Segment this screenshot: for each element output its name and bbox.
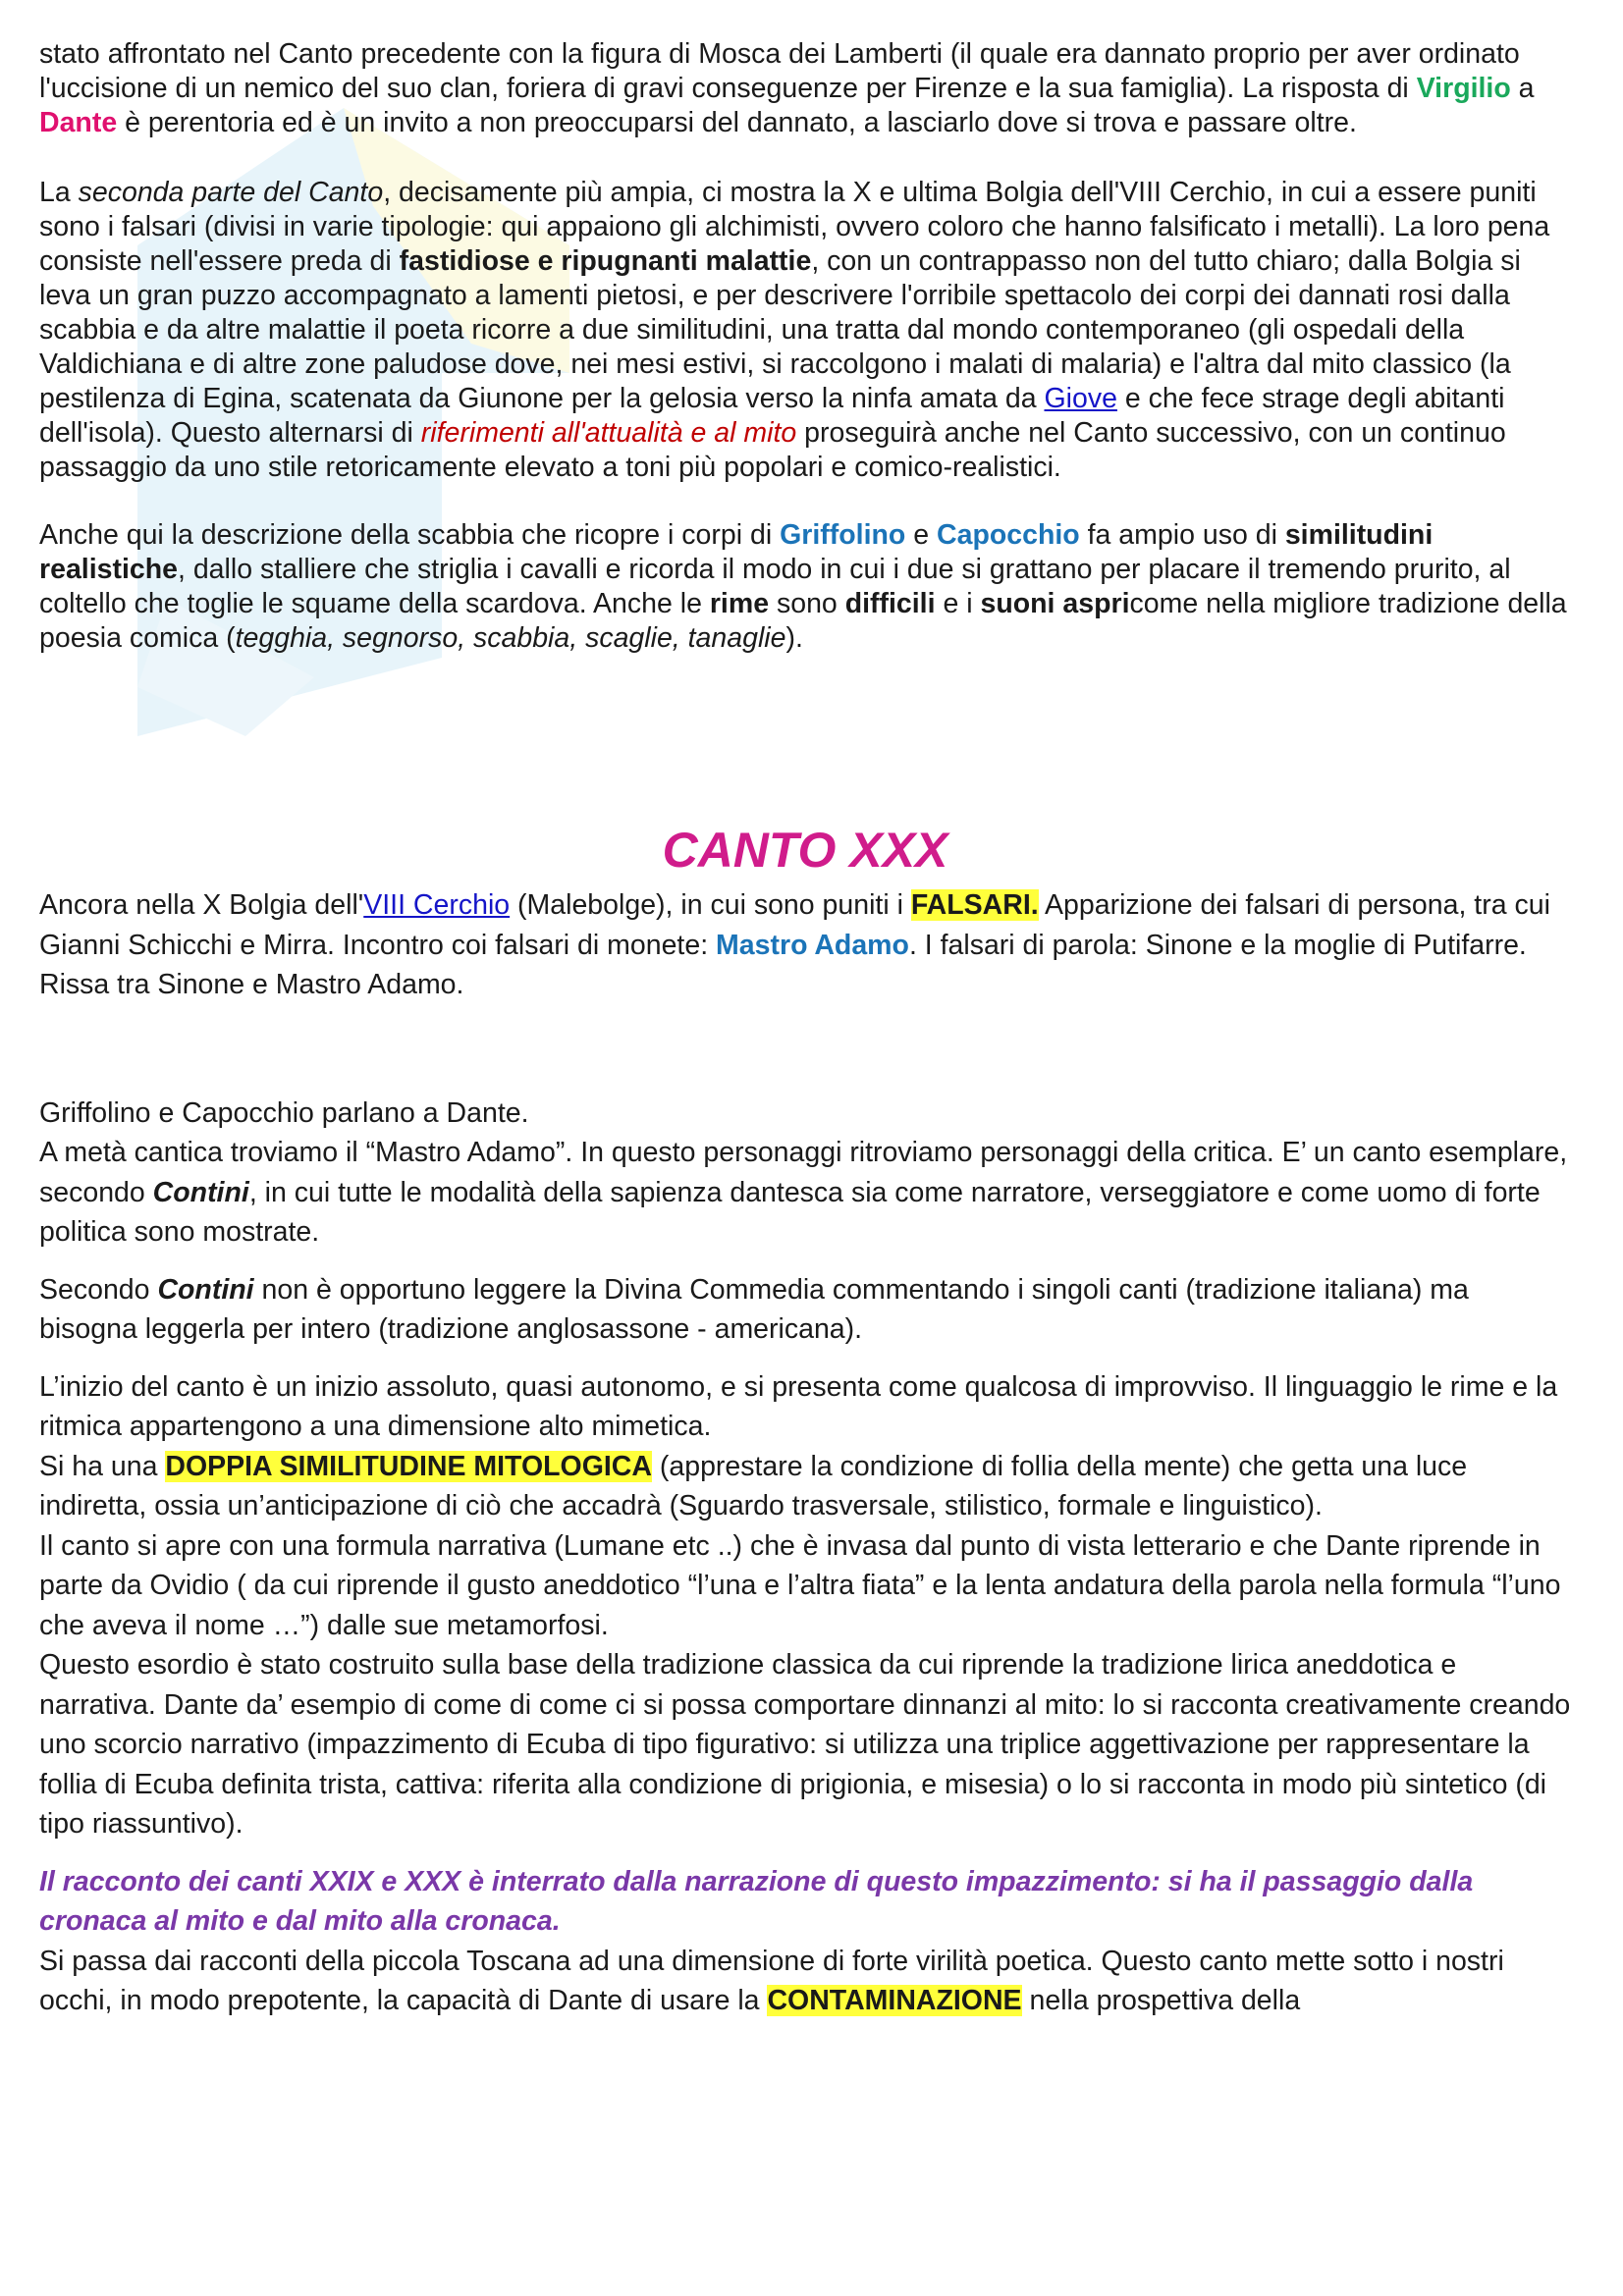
highlight-doppia-similitudine: DOPPIA SIMILITUDINE MITOLOGICA bbox=[165, 1450, 652, 1482]
paragraph-inizio: L’inizio del canto è un inizio assoluto, quasi autonomo, e si presenta come qualcosa di improvviso. Il linguaggio le rime e la ritmica appartengono a una dimensione alto mimetica. Si ha una DOPPIA SIMILITUDINE MITOLOGICA (apprestare la condizione di follia della mente) che getta una luce indiretta, ossia un’anticipazione di ciò che accadrà (Sguardo trasversale, stilistico, formale e linguistico). Il canto si apre con una formula narrativa (Lumane etc ..) che è invasa dal punto di vista letterario e che Dante riprende in parte da Ovidio ( da cui riprende il gusto aneddotico “l’una e l’altra fiata” e la lenta andatura della parola nella formula “l’uno che aveva il nome …”) dalle sue metamorfosi. Questo esordio è stato costruito sulla base della tradizione classica da cui riprende la tradizione lirica aneddotica e narrativa. Dante da’ esempio di come di come ci si possa comportare dinnanzi al mito: lo si racconta creativamente creando uno scorcio narrativo (impazzimento di Ecuba di tipo figurativo: si utilizza una triplice aggettivazione per rappresentare la follia di Ecuba definita trista, cattiva: riferita alla condizione di prigionia, e misesia) o lo si racconta in modo più sintetico (di tipo riassuntivo). bbox=[39, 1370, 1571, 1840]
paragraph-mosca: stato affrontato nel Canto precedente con la figura di Mosca dei Lamberti (il quale era dannato proprio per aver ordinato l'uccisione di un nemico del suo clan, foriera di gravi conseguenze per Firenze e la sua famiglia). La risposta di Virgilio a Dante è perentoria ed è un invito a non preoccuparsi del dannato, a lasciarlo dove si trova e passare oltre. bbox=[39, 38, 1535, 138]
paragraph-seconda-parte: La seconda parte del Canto, decisamente più ampia, ci mostra la X e ultima Bolgia dell'VIII Cerchio, in cui a essere puniti sono i falsari (divisi in varie tipologie: qui appaiono gli alchimisti, ovvero coloro che hanno falsificato i metalli). La loro pena consiste nell'essere preda di fastidiose e ripugnanti malattie, con un contrappasso non del tutto chiaro; dalla Bolgia si leva un gran puzzo accompagnato a lamenti pietosi, e per descrivere l'orribile spettacolo dei corpi dei dannati rosi dalla scabbia e da altre malattie il poeta ricorre a due similitudini, una tratta dal mondo contemporaneo (gli ospedali della Valdichiana e di altre zone paludose dove, nei mesi estivi, si raccolgono i malati di malaria) e l'altra dal mito classico (la pestilenza di Egina, scatenata da Giunone per la gelosia verso la ninfa amata da Giove e che fece strage degli abitanti dell'isola). Questo alternarsi di riferimenti all'attualità e al mito proseguirà anche nel Canto successivo, con un continuo passaggio da uno stile retoricamente elevato a toni più popolari e comico-realistici. bbox=[39, 177, 1550, 483]
document-page bbox=[39, 37, 1571, 2021]
canto-title: CANTO XXX bbox=[662, 823, 948, 878]
paragraph-racconto: Il racconto dei canti XXIX e XXX è interrato dalla narrazione di questo impazzimento: si ha il passaggio dalla cronaca al mito e dal mito alla cronaca. Si passa dai racconti della piccola Toscana ad una dimensione di forte virilità poetica. Questo canto mette sotto i nostri occhi, in modo prepotente, la capacità di Dante di usare la CONTAMINAZIONE nella prospettiva della bbox=[39, 1865, 1504, 2016]
name-virgilio: Virgilio bbox=[1416, 73, 1511, 104]
purple-statement: Il racconto dei canti XXIX e XXX è interrato dalla narrazione di questo impazzimento: si ha il passaggio dalla cronaca al mito e dal mito alla cronaca. bbox=[39, 1865, 1474, 1937]
name-griffolino: Griffolino bbox=[780, 519, 906, 551]
highlight-falsari: FALSARI. bbox=[910, 889, 1039, 921]
paragraph-contini: Secondo Contini non è opportuno leggere la Divina Commedia commentando i singoli canti (tradizione italiana) ma bisogna leggerla per intero (tradizione anglosassone - americana). bbox=[39, 1273, 1469, 1345]
name-mastro-adamo: Mastro Adamo bbox=[716, 929, 909, 961]
paragraph-canto-intro: Ancora nella X Bolgia dell'VIII Cerchio (Malebolge), in cui sono puniti i FALSARI. Apparizione dei falsari di persona, tra cui Gianni Schicchi e Mirra. Incontro coi falsari di monete: Mastro Adamo. I falsari di parola: Sinone e la moglie di Putifarre. Rissa tra Sinone e Mastro Adamo. bbox=[39, 889, 1550, 1000]
paragraph-scabbia: Anche qui la descrizione della scabbia che ricopre i corpi di Griffolino e Capocchio fa ampio uso di similitudini realistiche, dallo stalliere che striglia i cavalli e ricorda il modo in cui i due si grattano per placare il tremendo prurito, al coltello che toglie le squame della scardova. Anche le rime sono difficili e i suoni aspricome nella migliore tradizione della poesia comica (tegghia, segnorso, scabbia, scaglie, tanaglie). bbox=[39, 519, 1567, 654]
highlight-riferimenti: riferimenti all'attualità e al mito bbox=[420, 417, 797, 449]
link-viii-cerchio[interactable]: VIII Cerchio bbox=[363, 889, 511, 921]
link-giove[interactable]: Giove bbox=[1044, 383, 1117, 414]
paragraph-griffolino: Griffolino e Capocchio parlano a Dante. A metà cantica troviamo il “Mastro Adamo”. In questo personaggi ritroviamo personaggi della critica. E’ un canto esemplare, secondo Contini, in cui tutte le modalità della sapienza dantesca sia come narratore, verseggiatore e come uomo di forte politica sono mostrate. bbox=[39, 1096, 1568, 1248]
name-capocchio: Capocchio bbox=[937, 519, 1080, 551]
highlight-contaminazione: CONTAMINAZIONE bbox=[767, 1985, 1022, 2016]
name-dante: Dante bbox=[39, 107, 118, 138]
